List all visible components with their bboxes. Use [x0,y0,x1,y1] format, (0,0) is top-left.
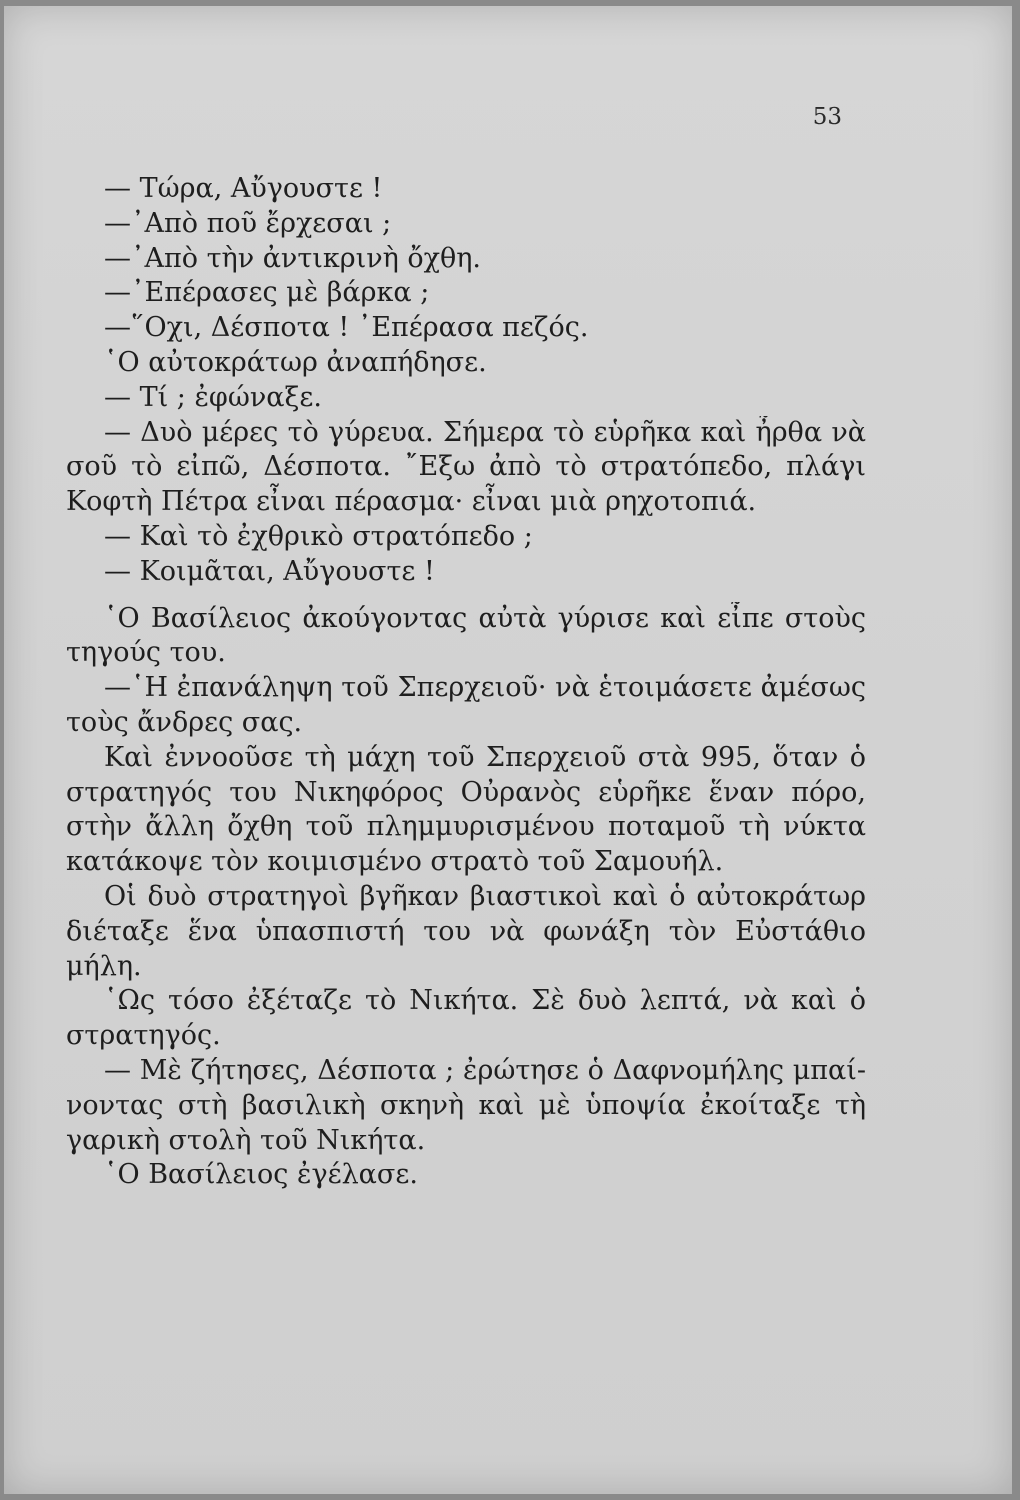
text-line: κατάκοψε τὸν κοιμισμένο στρατὸ τοῦ Σαμουήλ. [66,846,724,878]
text-line: — Καὶ τὸ ἐχθρικὸ στρατόπεδο ; [104,520,533,552]
text-line: τοὺς ἄνδρες σας. [66,706,303,738]
text-line: —᾿Επέρασες μὲ βάρκα ; [104,277,430,309]
text-line: στὴν ἄλλη ὄχθη τοῦ πλημμυρισμένου ποταμοῦ τὴ νύκτα [66,811,866,843]
text-line: διέταξε ἕνα ὑπασπιστή του νὰ φωνάξη τὸν Εὐστάθιο [66,915,866,947]
text-line: στρατηγός. [66,1020,221,1052]
body-text [66,172,866,1193]
text-line: νοντας στὴ βασιλικὴ σκηνὴ καὶ μὲ ὑποψία ἐκοίταξε τὴ [66,1089,866,1121]
text-line: τηγούς του. [66,637,226,669]
text-line: — Μὲ ζήτησες, Δέσποτα ; ἐρώτησε ὁ Δαφνομήλης μπαί- [104,1054,866,1086]
text-line: —῾Η ἐπανάληψη τοῦ Σπερχειοῦ· νὰ ἑτοιμάσετε ἀμέσως [104,672,866,704]
text-line: ῾Ως τόσο ἐξέταζε τὸ Νικήτα. Σὲ δυὸ λεπτά, νὰ καὶ ὁ [104,985,866,1017]
text-line: Καὶ ἐννοοῦσε τὴ μάχη τοῦ Σπερχειοῦ στὰ 995, ὅταν ὁ [104,741,866,773]
book-page [4,6,1012,1494]
paragraph-gap [66,590,866,602]
text-line: μήλη. [66,950,142,982]
text-line: ῾Ο Βασίλειος ἀκούγοντας αὐτὰ γύρισε καὶ εἶπε στοὺς [104,602,866,634]
text-line: ῾Ο Βασίλειος ἐγέλασε. [104,1159,418,1191]
text-line: — Δυὸ μέρες τὸ γύρευα. Σήμερα τὸ εὑρῆκα καὶ ἦρθα νὰ [104,416,866,448]
text-line: ῾Ο αὐτοκράτωρ ἀναπήδησε. [104,346,487,378]
text-line: γαρικὴ στολὴ τοῦ Νικήτα. [66,1124,426,1156]
text-line: — Κοιμᾶται, Αὔγουστε ! [104,555,435,587]
text-line: στρατηγός του Νικηφόρος Οὐρανὸς εὑρῆκε ἕναν πόρο, [66,776,866,808]
text-line: σοῦ τὸ εἰπῶ, Δέσποτα. ῎Εξω ἀπὸ τὸ στρατόπεδο, πλάγι [66,451,866,483]
text-line: —᾿Απὸ ποῦ ἔρχεσαι ; [104,207,392,239]
page-number: 53 [812,104,842,130]
text-line: Οἱ δυὸ στρατηγοὶ βγῆκαν βιαστικοὶ καὶ ὁ αὐτοκράτωρ [104,880,866,912]
text-line: —῞Οχι, Δέσποτα ! ᾿Επέρασα πεζός. [104,312,589,344]
text-line: — Τί ; ἐφώναξε. [104,381,322,413]
text-line: — Τώρα, Αὔγουστε ! [104,173,383,204]
text-line: Κοφτὴ Πέτρα εἶναι πέρασμα· εἶναι μιὰ ρηχοτοπιά. [66,486,757,518]
text-line: —᾿Απὸ τὴν ἀντικρινὴ ὄχθη. [104,242,481,274]
